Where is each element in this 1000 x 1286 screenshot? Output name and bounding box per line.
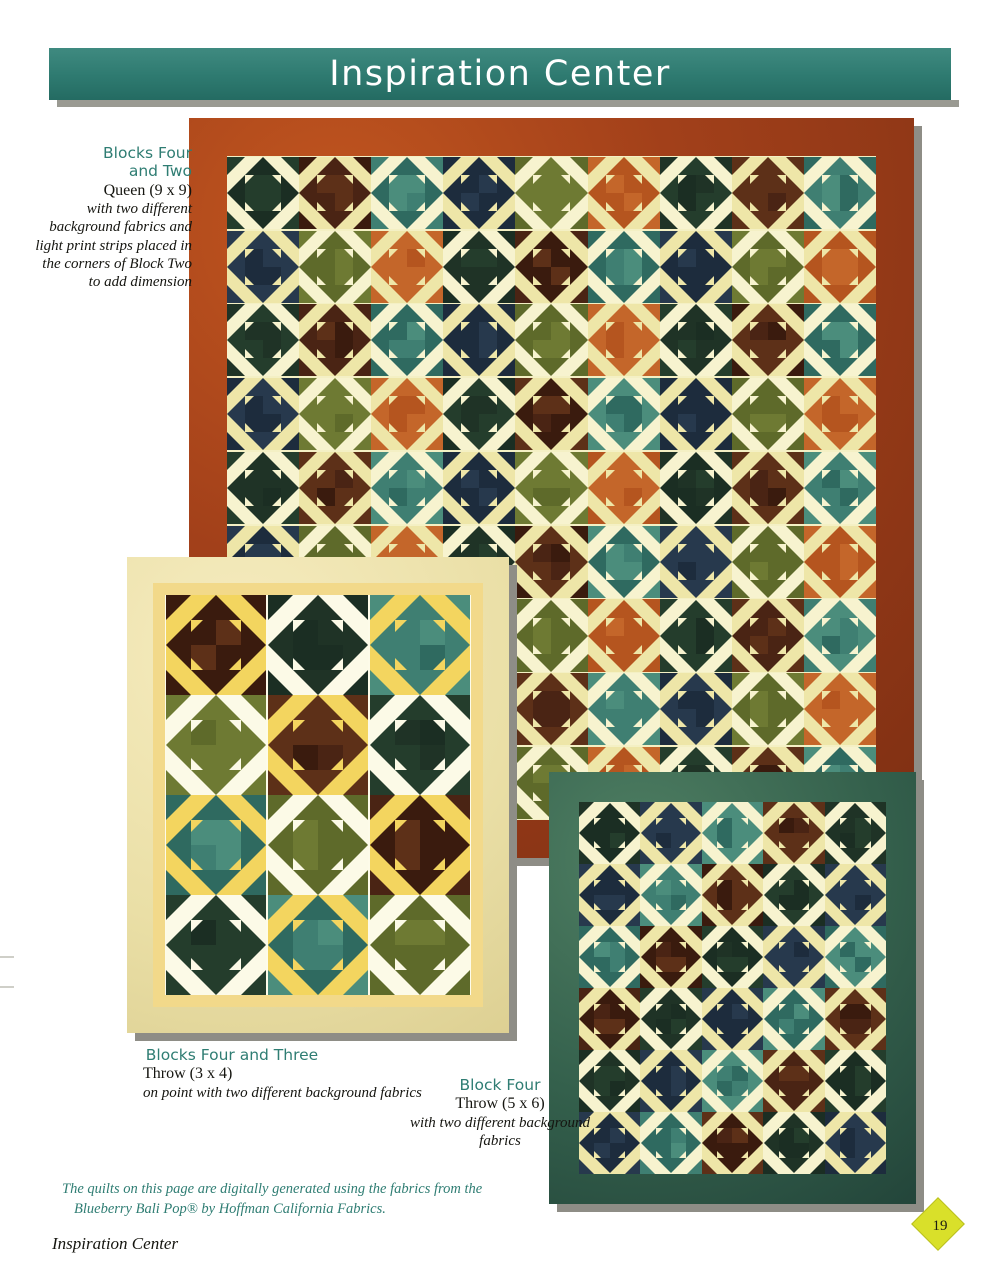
quilt-block (443, 230, 515, 304)
quilt-block (267, 795, 369, 895)
caption-size: Queen (9 x 9) (103, 181, 192, 199)
quilt-block (732, 672, 804, 746)
quilt-block (369, 595, 471, 695)
quilt-block (804, 599, 876, 673)
quilt-block (640, 802, 701, 864)
quilt-block (369, 895, 471, 995)
quilt-block (702, 988, 763, 1050)
caption-title-line2: and Two (128, 162, 192, 181)
quilt-patch-grid (579, 802, 886, 1174)
quilt-center-field (579, 802, 886, 1174)
caption-blocks-four-and-two (32, 144, 192, 292)
caption-title: Block Four (459, 1076, 541, 1094)
quilt-block (579, 864, 640, 926)
quilt-block (732, 304, 804, 378)
quilt-center-field (165, 595, 471, 995)
quilt-block (369, 695, 471, 795)
quilt-block (660, 230, 732, 304)
banner-shadow (57, 100, 959, 107)
caption-size: Throw (3 x 4) (143, 1065, 233, 1083)
quilt-block (227, 304, 299, 378)
quilt-block (165, 895, 267, 995)
page-header-banner (49, 48, 951, 100)
quilt-block (588, 304, 660, 378)
quilt-block (660, 599, 732, 673)
quilt-block (825, 802, 886, 864)
quilt-block (702, 1050, 763, 1112)
quilt-block (371, 304, 443, 378)
footer-section-label: Inspiration Center (52, 1234, 179, 1253)
quilt-block (443, 156, 515, 230)
quilt-block (369, 795, 471, 895)
quilt-block (702, 1112, 763, 1174)
quilt-block (804, 304, 876, 378)
quilt-block (763, 864, 824, 926)
quilt-block (299, 230, 371, 304)
quilt-block (515, 377, 587, 451)
quilt-block (660, 672, 732, 746)
quilt-block (660, 377, 732, 451)
page-title: Inspiration Center (329, 54, 671, 94)
quilt-block (763, 802, 824, 864)
caption-description: on point with two different background fabrics (143, 1084, 422, 1101)
quilt-image-blocks-four-and-three (127, 557, 509, 1033)
quilt-block (825, 988, 886, 1050)
quilt-block (588, 525, 660, 599)
quilt-block (588, 599, 660, 673)
quilt-block (443, 377, 515, 451)
quilt-block (227, 451, 299, 525)
caption-title-line1: Blocks Four (103, 144, 192, 162)
quilt-block (732, 451, 804, 525)
quilt-block (702, 926, 763, 988)
quilt-image-block-four (549, 772, 916, 1204)
quilt-block (267, 695, 369, 795)
quilt-block (371, 156, 443, 230)
quilt-block (515, 525, 587, 599)
quilt-block (267, 595, 369, 695)
quilt-block (660, 451, 732, 525)
quilt-block (732, 156, 804, 230)
quilt-block (640, 988, 701, 1050)
quilt-block (299, 451, 371, 525)
quilt-block (732, 377, 804, 451)
quilt-block (804, 525, 876, 599)
quilt-block (640, 1050, 701, 1112)
caption-description: with two different background fabrics and light print strips placed in the corners of Block Two to add dimension (35, 201, 192, 291)
quilt-block (588, 156, 660, 230)
quilt-block (443, 304, 515, 378)
quilt-block (588, 672, 660, 746)
quilt-block (804, 230, 876, 304)
quilt-block (763, 988, 824, 1050)
caption-block-four (400, 1076, 600, 1150)
quilt-block (165, 695, 267, 795)
quilt-block (371, 451, 443, 525)
quilt-block (227, 230, 299, 304)
quilt-block (825, 926, 886, 988)
quilt-block (227, 377, 299, 451)
quilt-block (702, 864, 763, 926)
quilt-block (299, 377, 371, 451)
quilt-block (299, 304, 371, 378)
quilt-block (640, 1112, 701, 1174)
footnote-line1: The quilts on this page are digitally generated using the fabrics from the (62, 1181, 483, 1197)
quilt-block (640, 926, 701, 988)
quilt-block (660, 304, 732, 378)
quilt-block (702, 802, 763, 864)
quilt-block (763, 1112, 824, 1174)
quilt-block (579, 988, 640, 1050)
quilt-block (371, 230, 443, 304)
footnote-line2: Blueberry Bali Pop® by Hoffman California Fabrics. (74, 1200, 386, 1217)
quilt-block (371, 377, 443, 451)
quilt-block (515, 230, 587, 304)
caption-title: Blocks Four and Three (145, 1046, 319, 1064)
quilt-block (299, 156, 371, 230)
quilt-patch-grid (165, 595, 471, 995)
quilt-block (732, 525, 804, 599)
quilt-block (763, 926, 824, 988)
quilt-block (732, 599, 804, 673)
quilt-block (804, 451, 876, 525)
quilt-block (732, 230, 804, 304)
quilt-block (515, 672, 587, 746)
quilt-block (515, 451, 587, 525)
page-number: 19 (932, 1217, 948, 1234)
quilt-block (588, 230, 660, 304)
quilt-block (579, 926, 640, 988)
quilt-block (763, 1050, 824, 1112)
quilt-art (127, 557, 509, 1033)
quilt-art (549, 772, 916, 1204)
caption-blocks-four-and-three (118, 1046, 448, 1102)
quilt-block (579, 802, 640, 864)
quilt-block (515, 304, 587, 378)
quilt-block (660, 525, 732, 599)
quilt-block (588, 451, 660, 525)
page-edge-mark (0, 956, 14, 958)
quilt-block (515, 156, 587, 230)
quilt-block (443, 451, 515, 525)
quilt-block (165, 595, 267, 695)
footnote (62, 1180, 622, 1219)
quilt-block (165, 795, 267, 895)
quilt-block (515, 599, 587, 673)
quilt-block (267, 895, 369, 995)
quilt-block (825, 864, 886, 926)
quilt-block (660, 156, 732, 230)
quilt-block (640, 864, 701, 926)
quilt-block (804, 672, 876, 746)
quilt-block (227, 156, 299, 230)
page-number-badge (914, 1200, 966, 1252)
quilt-block (588, 377, 660, 451)
quilt-block (825, 1050, 886, 1112)
caption-description: with two different background fabrics (409, 1114, 591, 1150)
page-edge-mark (0, 986, 14, 988)
quilt-block (804, 377, 876, 451)
quilt-block (825, 1112, 886, 1174)
quilt-block (804, 156, 876, 230)
caption-size: Throw (5 x 6) (455, 1095, 545, 1113)
